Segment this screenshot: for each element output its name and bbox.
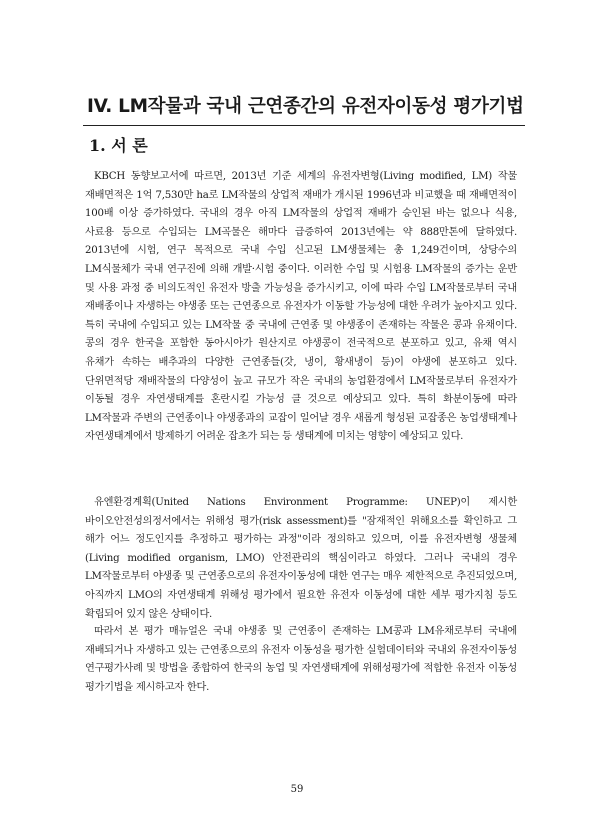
paragraph-purpose: 따라서 본 평가 매뉴얼은 국내 야생종 및 근연종이 존재하는 LM콩과 LM유채로부터 국내에 재배되거나 자생하고 있는 근연종으로의 유전자 이동성을 평가한 실험데이터와 국내외 유전자이동성 연구평가사례 및 방법을 종합하여 한국의 농업 및 자연생태계에 위해성평가에 적합한 유전자 이동성 평가기법을 제시하고자 한다. <box>85 626 517 693</box>
title-underline <box>83 125 525 126</box>
section-title: 1. 서 론 <box>89 136 148 155</box>
paragraph-intro: KBCH 동향보고서에 따르면, 2013년 기준 세계의 유전자변형(Living modified, LM) 작물 재배면적은 1억 7,530만 ha로 LM작물의 상업적 재배가 개시된 1996년과 비교했을 때 재배면적이 100배 이상 증가하였다. 국내의 경우 아직 LM작물의 상업적 재배가 승인된 바는 없으나 식용, 사료용 등으로 수입되는 LM곡물은 해마다 급증하여 2013년에는 약 888만톤에 달하였다. 2013년에 시험, 연구 목적으로 국내 수입 신고된 LM생물체는 총 1,249건이며, 상당수의 LM식물체가 국내 연구진에 의해 개발·시험 중이다. 이러한 수입 및 시험용 LM작물의 증가는 운반 및 사용 과정 중 비의도적인 유전자 방출 가능성을 증가시키고, 이에 따라 수입 LM작물로부터 국내 재배종이나 자생하는 야생종 또는 근연종으로 유전자가 이동할 가능성에 대한 우려가 높아지고 있다. 특히 국내에 수입되고 있는 LM작물 중 국내에 근연종 및 야생종이 존재하는 작물은 콩과 유채이다. 콩의 경우 한국을 포함한 동아시아가 원산지로 야생콩이 전국적으로 분포하고 있고, 유채 역시 유채가 속하는 배추과의 다양한 근연종들(갓, 냉이, 황새냉이 등)이 야생에 분포하고 있다. 단위면적당 재배작물의 다양성이 높고 규모가 작은 국내의 농업환경에서 LM작물로부터 유전자가 이동될 경우 자연생태계를 혼란시킬 가능성 클 것으로 예상되고 있다. 특히 화분이동에 따라 LM작물과 주변의 근연종이나 야생종과의 교잡이 일어날 경우 새롭게 형성된 교잡종은 농업생태계나 자연생태계에서 방제하기 어려운 잡초가 되는 등 생태계에 미치는 영향이 예상되고 있다. <box>85 171 517 443</box>
paragraph-unep: 유엔환경계획(United Nations Environment Programme: UNEP)이 제시한 바이오안전성의정서에서는 위해성 평가(risk assessment)를 "잠재적인 위해요소를 확인하고 그 해가 어느 정도인지를 추정하고 평가하는 과정"이라 정의하고 있으며, 이를 유전자변형 생물체(Living modified organism, LMO) 안전관리의 핵심이라고 하였다. 그러나 국내의 경우 LM작물로부터 야생종 및 근연종으로의 유전자이동성에 대한 연구는 매우 제한적으로 추진되었으며, 아직까지 LMO의 자연생태계 위해성 평가에서 필요한 유전자 이동성에 대한 세부 평가지침 등도 확립되어 있지 않은 상태이다. <box>85 497 517 620</box>
chapter-title: IV. LM작물과 국내 근연종간의 유전자이동성 평가기법 <box>87 96 524 117</box>
page-number: 59 <box>290 784 304 795</box>
